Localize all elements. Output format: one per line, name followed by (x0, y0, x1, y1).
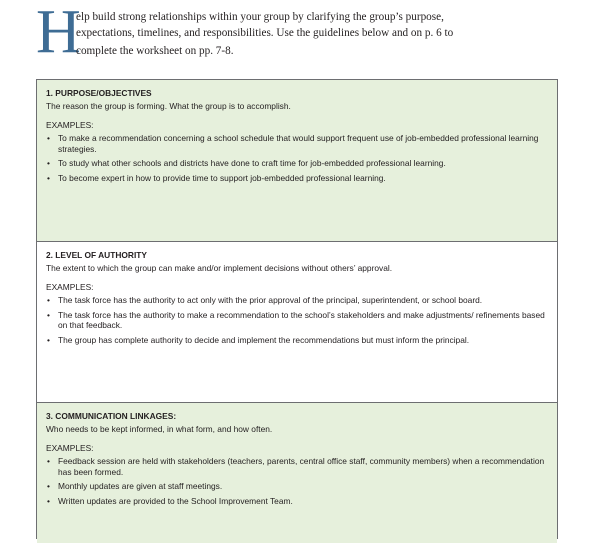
bullet-icon: • (47, 309, 50, 320)
drop-cap: H (36, 0, 81, 66)
example-text: Monthly updates are given at staff meetings. (58, 481, 223, 491)
guidelines-table (36, 79, 558, 539)
example-text: Feedback session are held with stakeholders (teachers, parents, central office staff, community members) when a recommendation has been formed. (58, 456, 545, 477)
examples-label: EXAMPLES: (46, 443, 94, 453)
intro-line-3: complete the worksheet on pp. 7-8. (76, 45, 234, 57)
list-item (46, 481, 548, 492)
intro-paragraph (36, 0, 566, 66)
section-level-of-authority (37, 242, 557, 403)
list-item (46, 133, 548, 154)
bullet-icon: • (47, 456, 50, 466)
example-text: The group has complete authority to decide and implement the recommendations but must inform the principal. (58, 334, 470, 345)
section-title: 3. COMMUNICATION LINKAGES: (46, 411, 177, 421)
section-title: 2. LEVEL OF AUTHORITY (46, 250, 147, 260)
example-text: To make a recommendation concerning a school schedule that would support frequent use of job-embedded professional learning strategies. (58, 133, 539, 154)
section-communication-linkages (37, 403, 557, 543)
section-description: The extent to which the group can make and/or implement decisions without others’ approval. (46, 263, 393, 273)
bullet-icon: • (47, 295, 50, 305)
bullet-icon: • (47, 172, 50, 183)
example-text: To become expert in how to provide time to support job-embedded professional learning. (58, 172, 386, 183)
bullet-icon: • (47, 133, 50, 143)
list-item (46, 295, 548, 306)
section-purpose-objectives (37, 80, 557, 242)
example-text: The task force has the authority to make a recommendation to the school’s stakeholders and make adjustments/ refinements based on that feedback. (58, 309, 545, 330)
section-description: Who needs to be kept informed, in what form, and how often. (46, 424, 273, 434)
intro-line-1: elp build strong relationships within your group by clarifying the group’s purpose, (76, 11, 444, 23)
section-description: The reason the group is forming. What the group is to accomplish. (46, 101, 291, 111)
bullet-icon: • (47, 495, 50, 506)
list-item (46, 496, 548, 507)
list-item (46, 335, 548, 346)
list-item (46, 173, 548, 184)
examples-label: EXAMPLES: (46, 120, 94, 130)
list-item (46, 158, 548, 169)
examples-list (46, 133, 548, 183)
example-text: The task force has the authority to act only with the prior approval of the principal, superintendent, or school board. (58, 295, 483, 305)
section-title: 1. PURPOSE/OBJECTIVES (46, 88, 152, 98)
example-text: Written updates are provided to the School Improvement Team. (58, 495, 293, 506)
bullet-icon: • (47, 334, 50, 345)
list-item (46, 456, 548, 477)
bullet-icon: • (47, 481, 50, 491)
intro-line-2: expectations, timelines, and responsibilities. Use the guidelines below and on p. 6 to (76, 27, 454, 39)
examples-list (46, 295, 548, 345)
bullet-icon: • (47, 158, 50, 168)
examples-label: EXAMPLES: (46, 282, 94, 292)
list-item (46, 310, 548, 331)
example-text: To study what other schools and districts have done to craft time for job-embedded professional learning. (58, 158, 446, 168)
examples-list (46, 456, 548, 506)
